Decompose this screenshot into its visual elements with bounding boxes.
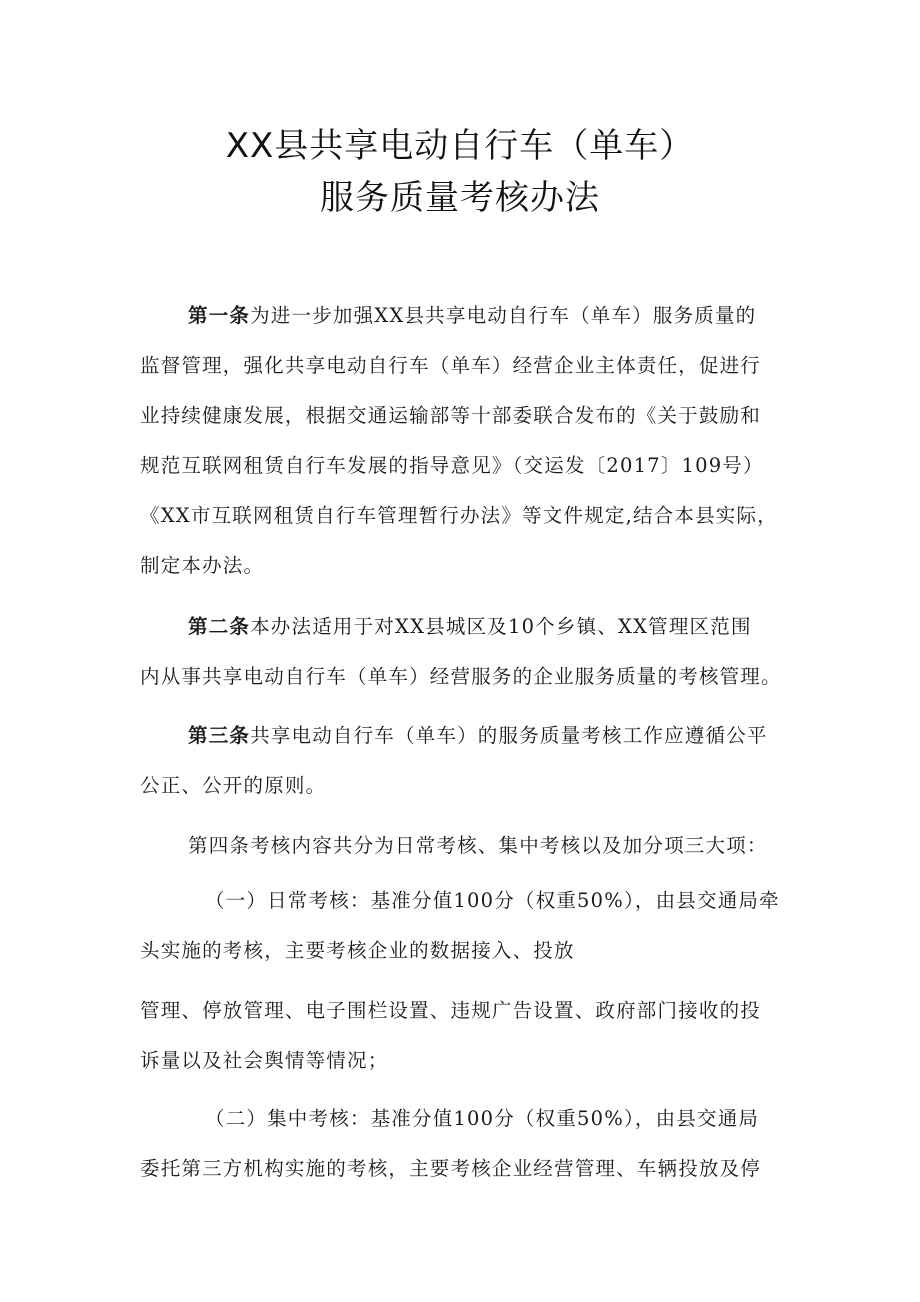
article-3-label: 第三条	[188, 724, 251, 747]
article-4-line-1	[188, 830, 768, 858]
article-2-line-2: 内从事共享电动自行车（单车）经营服务的企业服务质量的考核管理。	[140, 665, 782, 688]
article-2-line-1	[188, 611, 752, 639]
article-1-line-3: 业持续健康发展，根据交通运输部等十部委联合发布的《关于鼓励和	[140, 404, 762, 427]
document-title-line-1: XX县共享电动自行车（单车）	[225, 126, 695, 166]
article-1-line-4: 规范互联网租赁自行车发展的指导意见》（交运发〔2017〕109号）	[140, 454, 764, 477]
item-2-line-1: （二）集中考核：基准分值100分（权重50%），由县交通局	[205, 1107, 760, 1130]
article-1-line-6: 制定本办法。	[140, 554, 265, 577]
article-1-label: 第一条	[188, 304, 251, 327]
article-3-line-1	[188, 720, 768, 748]
article-1-line-1	[188, 300, 756, 328]
article-2-label: 第二条	[188, 615, 251, 638]
article-4-label: 第四条	[188, 834, 251, 857]
document-title-line-2: 服务质量考核办法	[320, 178, 600, 218]
article-1-line-5: 《XX市互联网租赁自行车管理暂行办法》等文件规定,结合本县实际，	[140, 504, 778, 527]
item-1-line-4: 诉量以及社会舆情等情况；	[140, 1049, 389, 1072]
item-1-line-1: （一）日常考核：基准分值100分（权重50%），由县交通局牵	[205, 889, 780, 912]
item-1-line-3: 管理、停放管理、电子围栏设置、违规广告设置、政府部门接收的投	[140, 999, 762, 1022]
article-3-text-1: 共享电动自行车（单车）的服务质量考核工作应遵循公平	[250, 724, 768, 747]
article-1-line-2: 监督管理，强化共享电动自行车（单车）经营企业主体责任，促进行	[140, 354, 762, 377]
item-2-line-2: 委托第三方机构实施的考核，主要考核企业经营管理、车辆投放及停	[140, 1157, 762, 1180]
article-2-text-1: 本办法适用于对XX县城区及10个乡镇、XX管理区范围	[250, 615, 752, 638]
item-1-line-2: 头实施的考核，主要考核企业的数据接入、投放	[140, 939, 575, 962]
article-4-text-1: 考核内容共分为日常考核、集中考核以及加分项三大项：	[250, 834, 768, 857]
article-1-text-1: 为进一步加强XX县共享电动自行车（单车）服务质量的	[250, 304, 757, 327]
article-3-line-2: 公正、公开的原则。	[140, 774, 327, 797]
